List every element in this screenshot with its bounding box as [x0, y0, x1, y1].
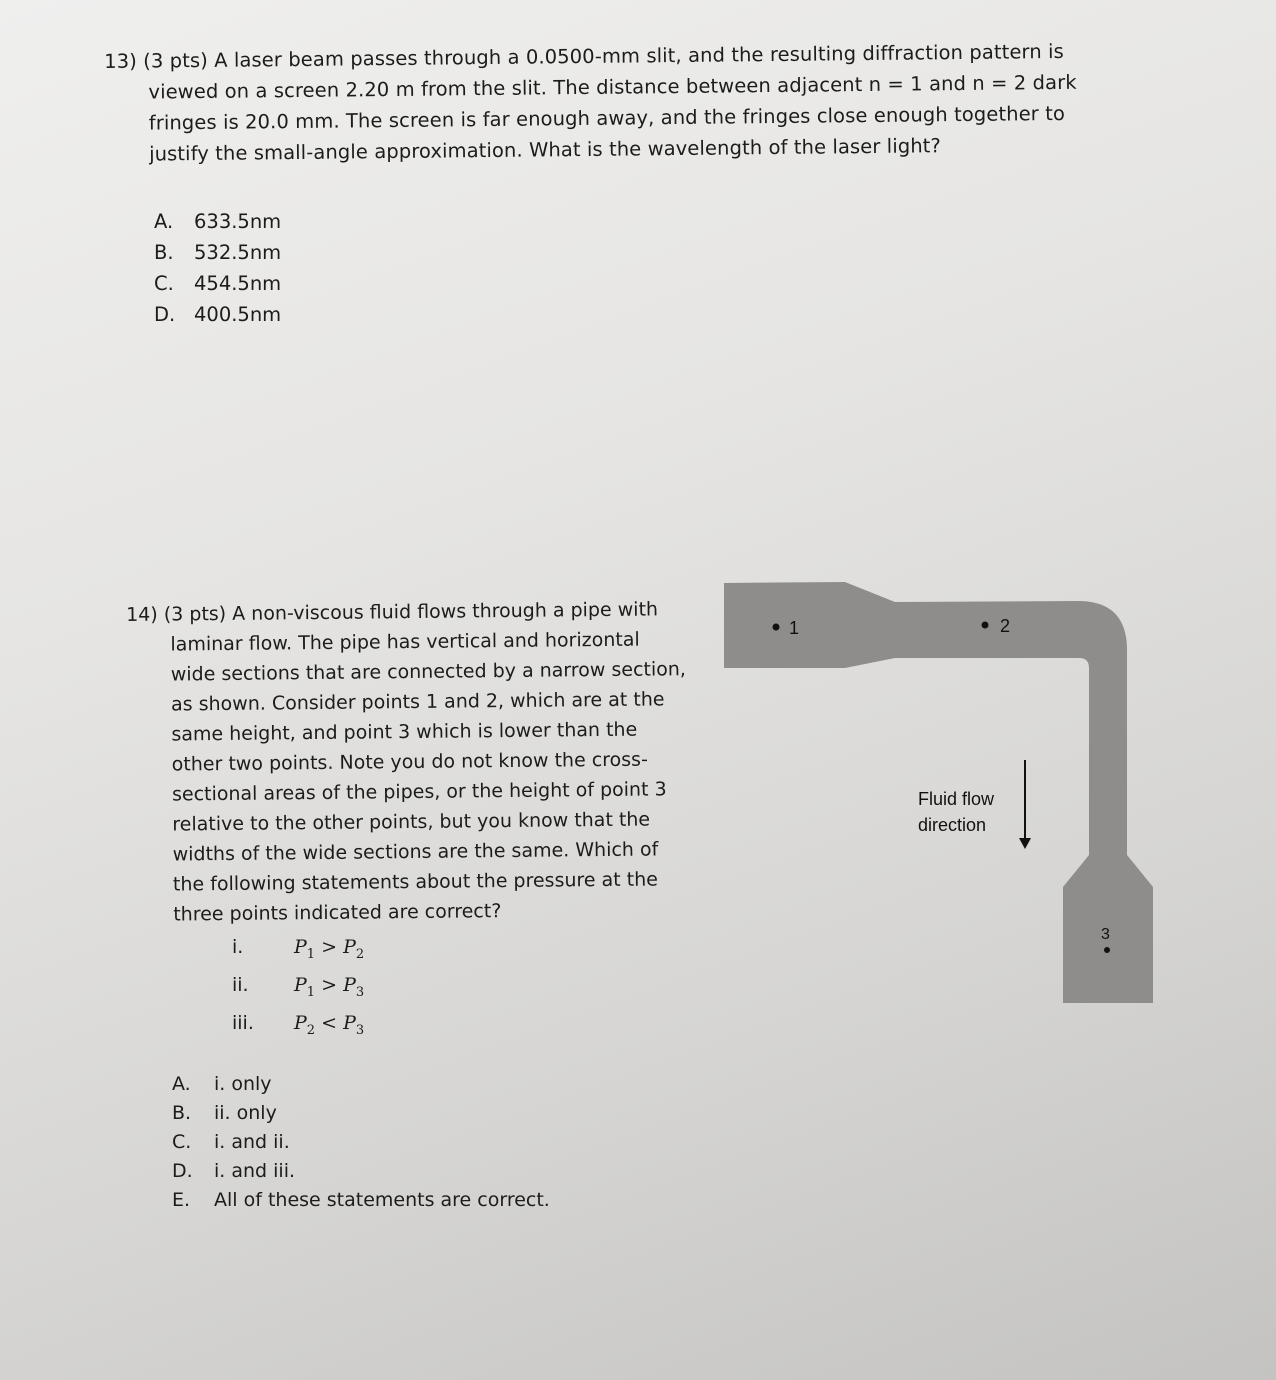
- q13-line-2: viewed on a screen 2.20 m from the slit. The distance between adjacent n = 1 and n = 2 dark: [148, 70, 1077, 104]
- statement-numeral: ii.: [232, 973, 249, 996]
- q14-line-3: wide sections that are connected by a narrow section,: [170, 658, 687, 686]
- option-letter: A.: [154, 210, 174, 233]
- point-1-label: 1: [789, 618, 800, 638]
- option-text: i. and ii.: [214, 1131, 290, 1153]
- option-text: ii. only: [214, 1102, 277, 1124]
- q13-line-3: fringes is 20.0 mm. The screen is far enough away, and the fringes close enough together to: [148, 101, 1066, 135]
- point-2-dot: [982, 622, 989, 629]
- q14-line-7: sectional areas of the pipes, or the height of point 3: [171, 778, 667, 806]
- option-text: 633.5nm: [194, 210, 282, 233]
- option-text: 400.5nm: [194, 303, 282, 326]
- option-letter: E.: [172, 1189, 191, 1211]
- comparison-operator: >: [315, 973, 344, 996]
- pressure-subscript: 2: [306, 1022, 316, 1038]
- q14-line-2: laminar flow. The pipe has vertical and horizontal: [170, 628, 640, 656]
- pressure-symbol: P: [343, 973, 356, 996]
- pressure-subscript: 3: [355, 1022, 365, 1038]
- option-text: i. only: [214, 1073, 272, 1095]
- comparison-operator: >: [315, 936, 344, 958]
- q14-line-4: as shown. Consider points 1 and 2, which are at the: [170, 688, 665, 716]
- q14-line-5: same height, and point 3 which is lower than the: [171, 718, 638, 746]
- q14-line-6: other two points. Note you do not know the cross-: [171, 748, 649, 776]
- flow-label-line-1: Fluid flow: [918, 789, 995, 809]
- pressure-symbol: P: [343, 936, 356, 958]
- option-text: All of these statements are correct.: [214, 1189, 550, 1211]
- q13-line-4: justify the small-angle approximation. What is the wavelength of the laser light?: [149, 134, 942, 166]
- option-text: 532.5nm: [194, 241, 282, 264]
- option-letter: B.: [172, 1102, 192, 1124]
- option-letter: A.: [172, 1073, 191, 1095]
- pressure-symbol: P: [294, 936, 307, 958]
- option-letter: B.: [154, 241, 174, 264]
- option-letter: C.: [172, 1131, 192, 1153]
- statement-numeral: i.: [232, 936, 244, 958]
- statement-numeral: iii.: [232, 1011, 254, 1034]
- option-text: 454.5nm: [194, 272, 282, 295]
- option-letter: D.: [172, 1160, 193, 1182]
- option-letter: C.: [154, 272, 174, 295]
- point-2-label: 2: [1000, 616, 1011, 636]
- point-3-dot: [1104, 947, 1110, 953]
- flow-arrowhead-icon: [1019, 838, 1031, 849]
- pressure-subscript: 1: [306, 984, 316, 1000]
- flow-label-line-2: direction: [918, 815, 987, 835]
- pressure-subscript: 3: [355, 984, 365, 1000]
- point-1-dot: [773, 624, 780, 631]
- point-3-label: 3: [1101, 926, 1110, 943]
- option-letter: D.: [154, 303, 176, 326]
- comparison-operator: <: [315, 1011, 344, 1034]
- q14-line-10: the following statements about the pressure at the: [172, 868, 659, 896]
- q14-line-11: three points indicated are correct?: [173, 900, 502, 926]
- pressure-symbol: P: [294, 973, 307, 996]
- pressure-subscript: 1: [306, 946, 316, 962]
- q13-line-1: 13) (3 pts) A laser beam passes through a 0.0500-mm slit, and the resulting diffraction pattern is: [104, 39, 1064, 73]
- q14-line-8: relative to the other points, but you know that the: [172, 808, 651, 836]
- q14-line-1: 14) (3 pts) A non-viscous fluid flows through a pipe with: [126, 598, 659, 626]
- pressure-subscript: 2: [355, 946, 365, 962]
- option-text: i. and iii.: [214, 1160, 296, 1182]
- pressure-symbol: P: [343, 1011, 356, 1034]
- q14-line-9: widths of the wide sections are the same. Which of: [172, 838, 659, 866]
- pressure-symbol: P: [294, 1011, 307, 1034]
